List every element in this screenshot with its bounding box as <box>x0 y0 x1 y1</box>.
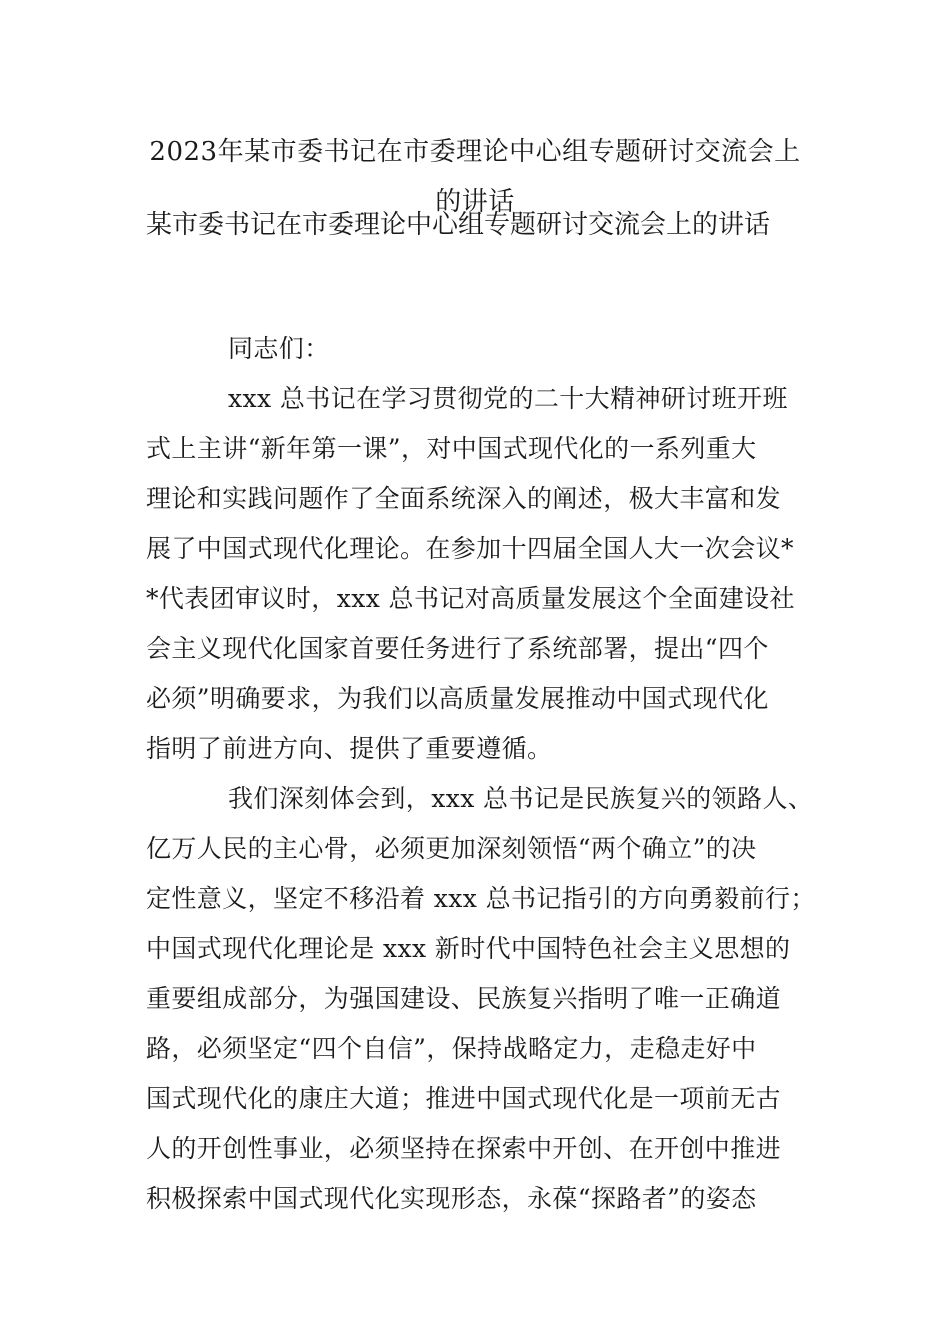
paragraph-1-line: 必须”明确要求，为我们以高质量发展推动中国式现代化 <box>146 684 769 713</box>
paragraph-2-line: 定性意义，坚定不移沿着 xxx 总书记指引的方向勇毅前行； <box>146 884 816 913</box>
paragraph-2-line: 人的开创性事业，必须坚持在探索中开创、在开创中推进 <box>146 1134 782 1163</box>
paragraph-1-line: *代表团审议时，xxx 总书记对高质量发展这个全面建设社 <box>146 584 795 613</box>
paragraph-2-line: 路，必须坚定“四个自信”，保持战略定力，走稳走好中 <box>146 1034 757 1063</box>
paragraph-1-line: xxx 总书记在学习贯彻党的二十大精神研讨班开班 <box>228 384 788 413</box>
salutation: 同志们： <box>228 334 330 363</box>
paragraph-1-line: 理论和实践问题作了全面系统深入的阐述，极大丰富和发 <box>146 484 782 513</box>
document-subtitle: 某市委书记在市委理论中心组专题研讨交流会上的讲话 <box>146 210 771 240</box>
paragraph-2-line: 积极探索中国式现代化实现形态，永葆“探路者”的姿态 <box>146 1184 757 1213</box>
paragraph-1-line: 会主义现代化国家首要任务进行了系统部署，提出“四个 <box>146 634 769 663</box>
paragraph-2-line: 重要组成部分，为强国建设、民族复兴指明了唯一正确道 <box>146 984 782 1013</box>
paragraph-2-line: 中国式现代化理论是 xxx 新时代中国特色社会主义思想的 <box>146 934 791 963</box>
paragraph-2-line: 我们深刻体会到，xxx 总书记是民族复兴的领路人、 <box>228 784 814 813</box>
document-title: 2023年某市委书记在市委理论中心组专题研讨交流会上的讲话 <box>149 137 801 217</box>
paragraph-2-line: 国式现代化的康庄大道；推进中国式现代化是一项前无古 <box>146 1084 782 1113</box>
paragraph-1-line: 展了中国式现代化理论。在参加十四届全国人大一次会议* <box>146 534 794 563</box>
paragraph-1-line: 指明了前进方向、提供了重要遵循。 <box>146 734 553 763</box>
paragraph-1-line: 式上主讲“新年第一课”，对中国式现代化的一系列重大 <box>146 434 757 463</box>
paragraph-2-line: 亿万人民的主心骨，必须更加深刻领悟“两个确立”的决 <box>146 834 757 863</box>
